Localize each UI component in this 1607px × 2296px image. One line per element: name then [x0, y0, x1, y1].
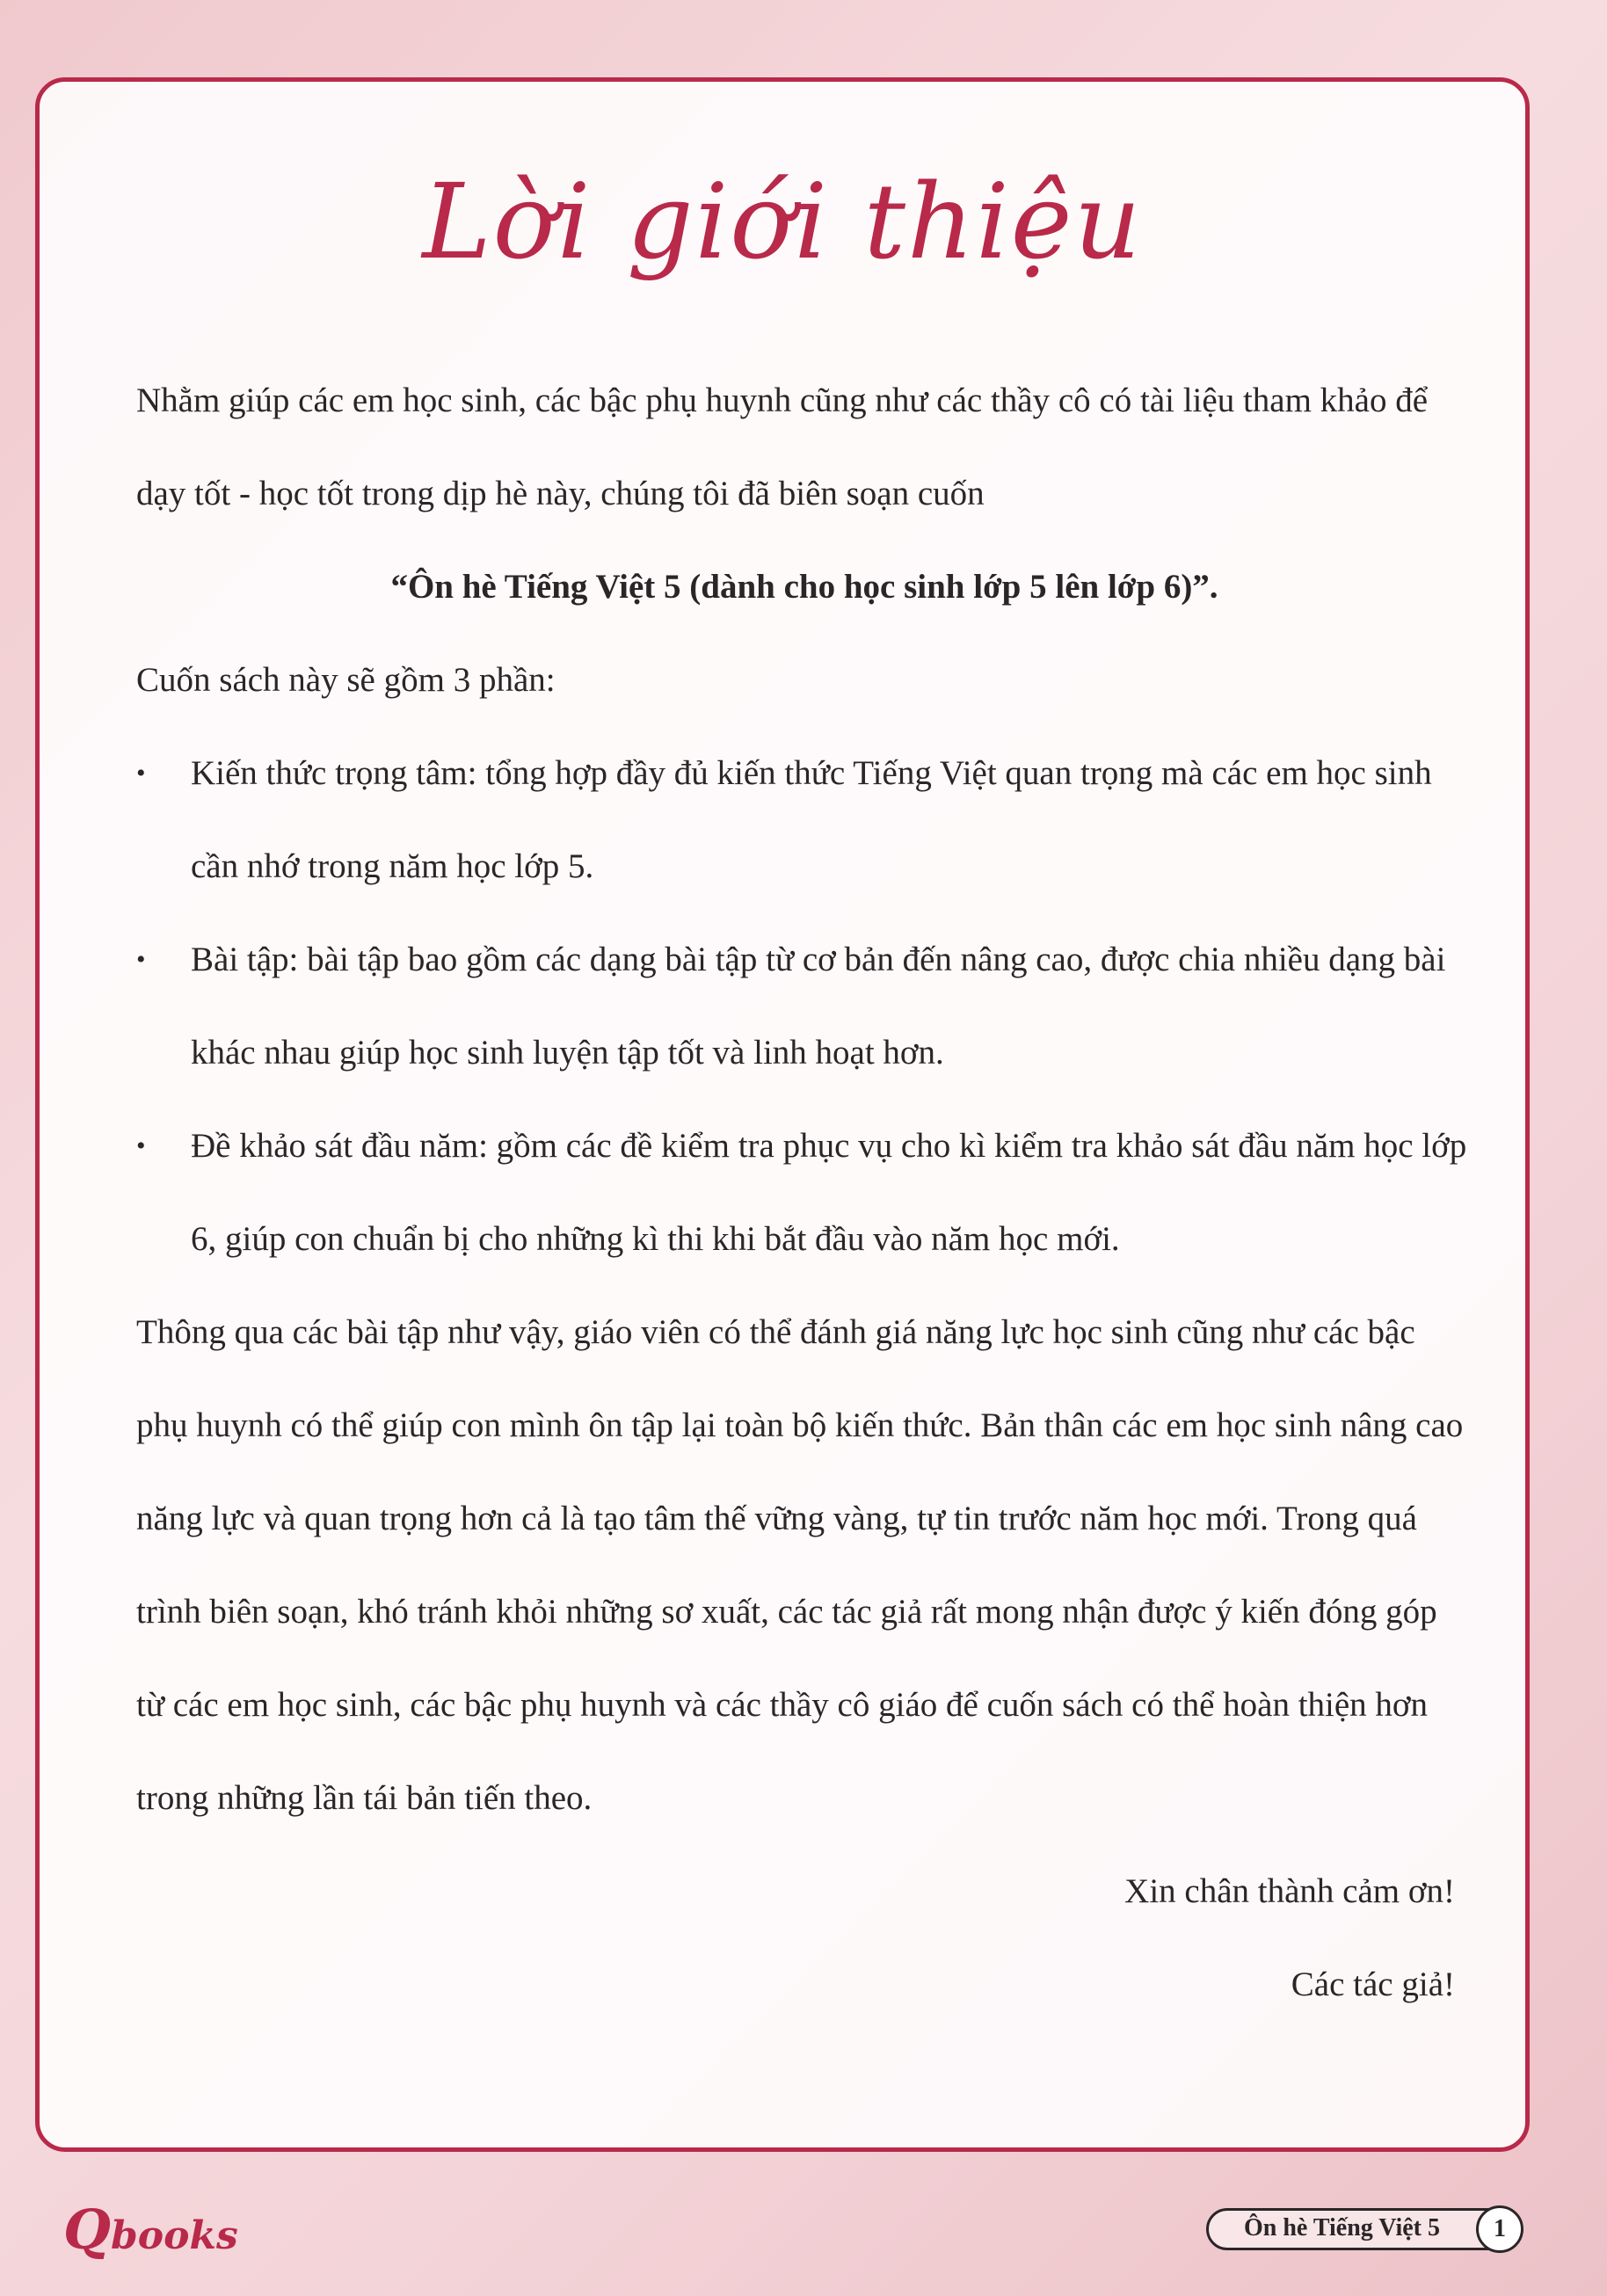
- page-title: Lời giới thiệu: [422, 161, 1143, 282]
- list-item-text: Đề khảo sát đầu năm: gồm các đề kiểm tra phục vụ cho kì kiểm tra khảo sát đầu năm học lớp 6, giúp con chuẩn bị cho những kì thi khi bắt đầu vào năm học mới.: [191, 1127, 1467, 1258]
- footer-book-name: Ôn hè Tiếng Việt 5: [1244, 2214, 1441, 2242]
- parts-intro: Cuốn sách này sẽ gồm 3 phần:: [136, 661, 556, 699]
- publisher-logo: [63, 2198, 238, 2262]
- list-item-text: Kiến thức trọng tâm: tổng hợp đầy đủ kiến thức Tiếng Việt quan trọng mà các em học sinh cần nhớ trong năm học lớp 5.: [191, 754, 1432, 885]
- intro-paragraph: Nhằm giúp các em học sinh, các bậc phụ huynh cũng như các thầy cô có tài liệu tham khảo để dạy tốt - học tốt trong dịp hè này, chúng tôi đã biên soạn cuốn: [136, 381, 1429, 512]
- body-text: [136, 354, 1472, 2031]
- list-item: [136, 913, 1472, 1100]
- bullet-icon: •: [136, 945, 146, 974]
- signature-line: Các tác giả!: [1291, 1965, 1455, 2003]
- book-title: “Ôn hè Tiếng Việt 5 (dành cho học sinh lớp 5 lên lớp 6)”.: [390, 568, 1218, 606]
- footer-book-label: [1206, 2208, 1523, 2250]
- list-item: [136, 1100, 1472, 1286]
- closing-paragraph: Thông qua các bài tập như vậy, giáo viên có thể đánh giá năng lực học sinh cũng như các bậc phụ huynh có thể giúp con mình ôn tập lại toàn bộ kiến thức. Bản thân các em học sinh nâng cao năng lực và quan trọng hơn cả là tạo tâm thế vững vàng, tự tin trước năm học mới. Trong quá trình biên soạn, khó tránh khỏi những sơ xuất, các tác giả rất mong nhận được ý kiến đóng góp từ các em học sinh, các bậc phụ huynh và các thầy cô giáo để cuốn sách có thể hoàn thiện hơn trong những lần tái bản tiến theo.: [136, 1313, 1464, 1817]
- list-item: [136, 727, 1472, 913]
- logo-letter: Q: [63, 2198, 112, 2262]
- thanks-line: Xin chân thành cảm ơn!: [1124, 1872, 1455, 1910]
- page-number: 1: [1476, 2205, 1523, 2253]
- list-item-text: Bài tập: bài tập bao gồm các dạng bài tập từ cơ bản đến nâng cao, được chia nhiều dạng bài khác nhau giúp học sinh luyện tập tốt và linh hoạt hơn.: [191, 941, 1446, 1072]
- bullet-icon: •: [136, 759, 146, 788]
- parts-list: [136, 727, 1472, 1286]
- logo-word: books: [111, 2213, 238, 2258]
- page-frame: [35, 77, 1530, 2152]
- bullet-icon: •: [136, 1131, 146, 1160]
